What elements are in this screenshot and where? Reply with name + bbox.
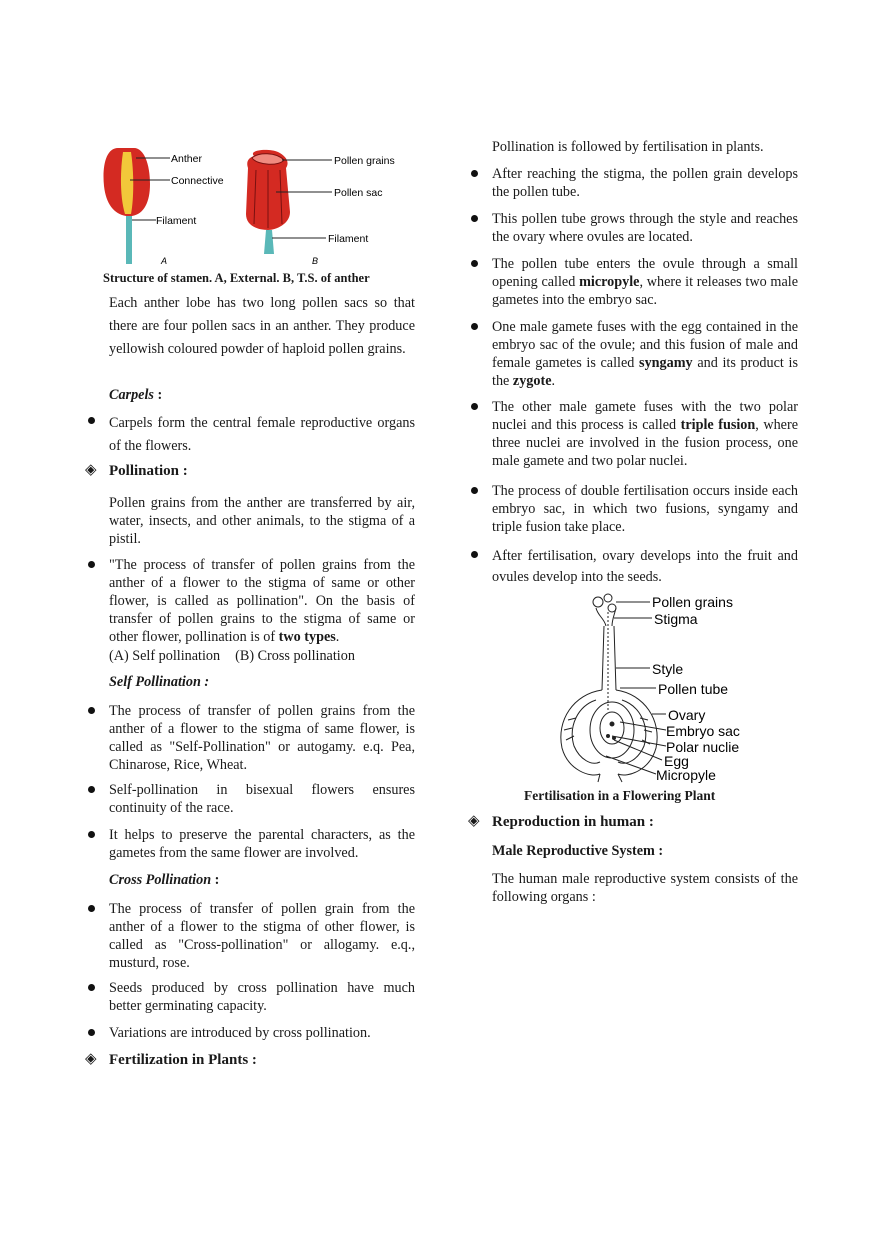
self-bullet-3: It helps to preserve the parental characters, as the gametes from the same flower are involved.: [109, 827, 415, 861]
triple-fusion-term: triple fusion: [680, 417, 756, 433]
label-pollen-grains-b: Pollen grains: [334, 155, 395, 167]
label-a: A: [161, 256, 168, 266]
pollination-heading: Pollination :: [109, 463, 188, 479]
micropyle-term: micropyle: [579, 274, 640, 290]
reproduction-heading: Reproduction in human :: [492, 814, 654, 830]
carpels-heading-text: Carpels: [109, 387, 154, 403]
b4-text: One male gamete fuses with the egg contained in the embryo sac of the ovule; and this fusion of male and female gametes is called: [492, 319, 798, 371]
label-pollen-sac: Pollen sac: [334, 187, 383, 199]
cross-bullet-1: The process of transfer of pollen grain from the anther of a flower to the stigma of other flower, is called as "Cross-pollination" or allogamy. e.q., musturd, rose.: [109, 901, 415, 971]
figure2-caption: Fertilisation in a Flowering Plant: [524, 788, 716, 803]
fertilisation-illustration: [540, 590, 770, 786]
label-style: Style: [652, 661, 684, 677]
label-egg: Egg: [664, 753, 689, 769]
self-bullet-2: Self-pollination in bisexual flowers ensures continuity of the race.: [109, 782, 415, 816]
label-connective: Connective: [171, 175, 224, 187]
b4-text-mid: and its product is the: [492, 355, 798, 389]
carpels-bullet: Carpels form the central female reproductive organs of the flowers.: [109, 412, 415, 458]
cross-heading-text: Cross Pollination: [109, 872, 212, 888]
stamen-illustration: [96, 142, 416, 270]
right-bullet-4: [492, 318, 798, 390]
zygote-term: zygote: [512, 373, 552, 389]
right-bullet-1: After reaching the stigma, the pollen grain develops the pollen tube.: [492, 166, 798, 200]
label-pollen-grains: Pollen grains: [652, 594, 733, 610]
cross-bullet-3: Variations are introduced by cross pollination.: [109, 1024, 415, 1042]
reproduction-section: [468, 813, 654, 831]
right-intro: Pollination is followed by fertilisation in plants.: [492, 139, 764, 155]
figure1-caption: Structure of stamen. A, External. B, T.S. of anther: [103, 271, 370, 285]
label-pollen-tube: Pollen tube: [658, 681, 729, 697]
fertilisation-figure: [540, 590, 770, 786]
diamond-icon: ◈: [85, 1051, 97, 1067]
fertilization-section: [85, 1051, 257, 1069]
pollination-types: [109, 647, 355, 665]
label-filament-b: Filament: [328, 233, 369, 245]
right-bullet-2: This pollen tube grows through the style and reaches the ovary where ovules are located.: [492, 211, 798, 245]
label-ovary: Ovary: [668, 707, 706, 723]
label-stigma: Stigma: [654, 611, 698, 627]
label-filament-a: Filament: [156, 215, 197, 227]
stamen-figure: [96, 142, 416, 270]
pollination-paragraph: Pollen grains from the anther are transferred by air, water, insects, and other animals, to the stigma of a pistil.: [109, 495, 415, 547]
type-self: (A) Self pollination: [109, 648, 221, 664]
b3-text: The pollen tube enters the ovule through a small opening called: [492, 256, 798, 290]
label-polar-nuclie: Polar nuclie: [666, 739, 740, 755]
b5-text-end: , where three nuclei are involved in the fusion process, one male gamete and two polar nuclei.: [492, 417, 798, 469]
carpels-heading: [109, 386, 162, 404]
anther-paragraph: Each anther lobe has two long pollen sacs so that there are four pollen sacs in an anther. They produce yellowish coloured powder of haploid pollen grains.: [109, 295, 415, 357]
right-bullet-3: [492, 255, 798, 309]
b3-text-end: , where it releases two male gametes into the embryo sac.: [492, 274, 799, 308]
type-cross: (B) Cross pollination: [235, 648, 355, 664]
syngamy-term: syngamy: [639, 355, 693, 371]
right-bullet-6: The process of double fertilisation occurs inside each embryo sac, in which two fusions, syngamy and triple fusion take place.: [492, 483, 798, 535]
right-bullet-5: [492, 398, 798, 470]
male-system-heading: Male Reproductive System :: [492, 843, 664, 859]
pollination-def-text: "The process of transfer of pollen grains from the anther of a flower to the stigma of same or other flower, is called as pollination". On the basis of transfer of pollen grains to the stigma of same or other flower, pollination is of: [109, 557, 415, 645]
two-types-text: two types: [278, 629, 336, 645]
cross-bullet-2: Seeds produced by cross pollination have much better germinating capacity.: [109, 980, 415, 1014]
male-system-paragraph: The human male reproductive system consists of the following organs :: [492, 871, 798, 905]
diamond-icon: ◈: [85, 462, 97, 478]
self-pollination-heading: Self Pollination :: [109, 674, 210, 690]
self-bullet-1: The process of transfer of pollen grains from the anther of a flower to the stigma of same flower, is called as "Self-Pollination" or autogamy. e.q. Pea, Chinarose, Rice, Wheat.: [109, 703, 415, 773]
pollination-def-end: .: [335, 629, 340, 645]
b4-text-end: .: [551, 373, 556, 389]
b5-text: The other male gamete fuses with the two polar nuclei and this process is called: [492, 399, 798, 433]
label-micropyle: Micropyle: [656, 767, 716, 783]
label-anther: Anther: [171, 153, 202, 165]
pollination-definition-bullet: [109, 556, 415, 646]
pollination-section: [85, 462, 188, 480]
carpels-heading-colon: :: [153, 387, 163, 403]
label-embryo-sac: Embryo sac: [666, 723, 740, 739]
diamond-icon: ◈: [468, 813, 480, 829]
cross-heading-colon: :: [211, 872, 220, 888]
right-bullet-7: After fertilisation, ovary develops into the fruit and ovules develop into the seeds.: [492, 546, 798, 588]
cross-pollination-heading: [109, 871, 219, 889]
label-b: B: [312, 256, 319, 266]
fertilization-heading: Fertilization in Plants :: [109, 1052, 257, 1068]
